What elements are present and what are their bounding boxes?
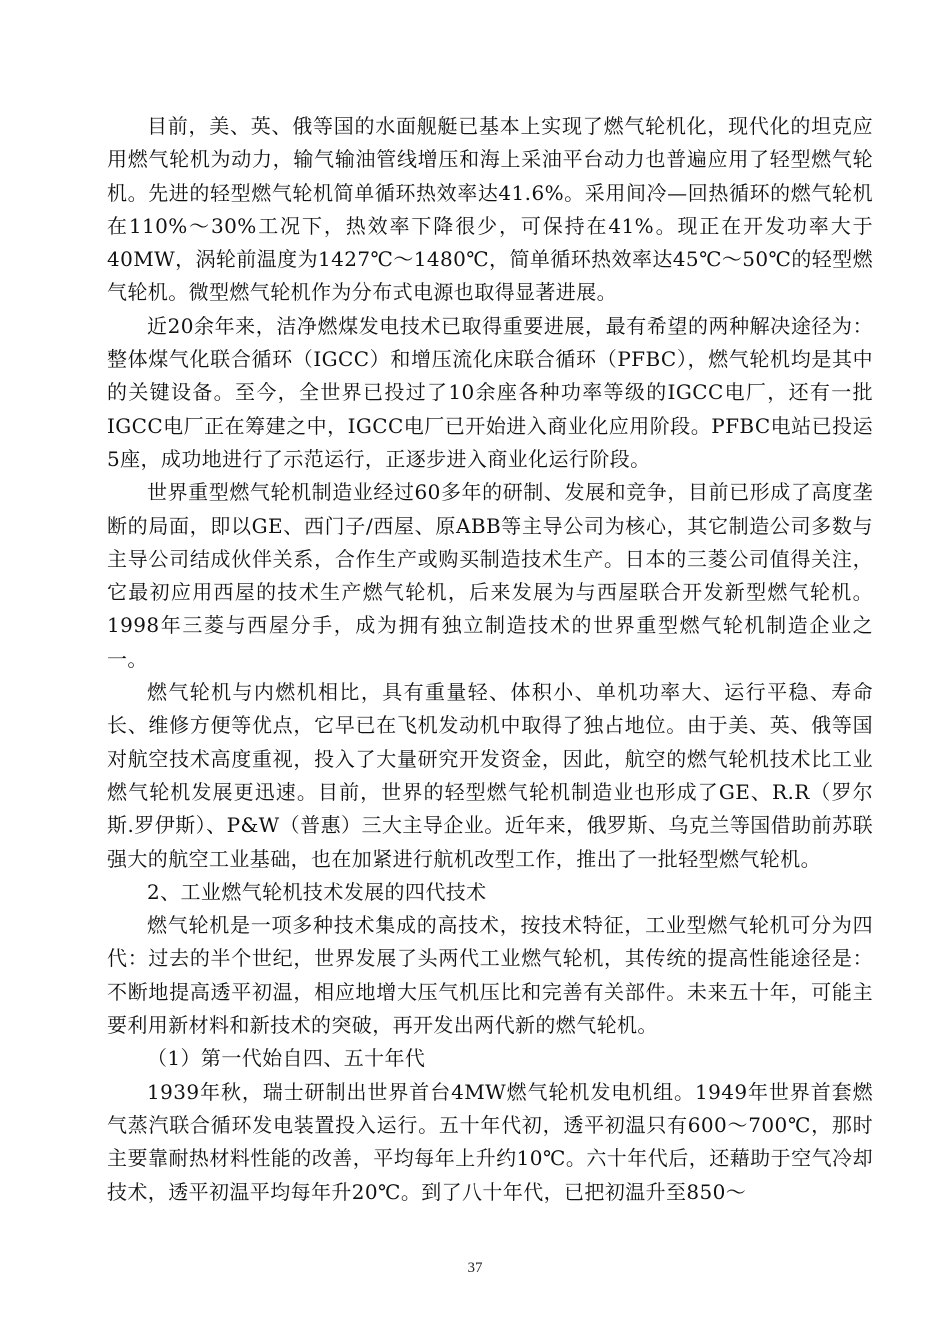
subsection-heading-first-generation: （1）第一代始自四、五十年代 (147, 1046, 426, 1071)
section-heading-four-generations: 2、工业燃气轮机技术发展的四代技术 (147, 879, 487, 904)
paragraph-heavy-duty-manufacturing: 世界重型燃气轮机制造业经过60多年的研制、发展和竞争，目前已形成了高度垄断的局面，即以GE、西门子/西屋、原ABB等主导公司为核心，其它制造公司多数与主导公司结成伙伴关系，合作生产或购买制造技术生产。日本的三菱公司值得关注，它最初应用西屋的技术生产燃气轮机，后来发展为与西屋联合开发新型燃气轮机。1998年三菱与西屋分手，成为拥有独立制造技术的世界重型燃气轮机制造企业之一。 (107, 480, 873, 671)
body-text (107, 110, 873, 1209)
paragraph-aero-derivative: 燃气轮机与内燃机相比，具有重量轻、体积小、单机功率大、运行平稳、寿命长、维修方便等优点，它早已在飞机发动机中取得了独占地位。由于美、英、俄等国对航空技术高度重视，投入了大量研究开发资金，因此，航空的燃气轮机技术比工业燃气轮机发展更迅速。目前，世界的轻型燃气轮机制造业也形成了GE、R.R（罗尔斯.罗伊斯）、P&W（普惠）三大主导企业。近年来，俄罗斯、乌克兰等国借助前苏联强大的航空工业基础，也在加紧进行航机改型工作，推出了一批轻型燃气轮机。 (107, 680, 873, 871)
paragraph-first-generation: 1939年秋，瑞士研制出世界首台4MW燃气轮机发电机组。1949年世界首套燃气蒸汽联合循环发电装置投入运行。五十年代初，透平初温只有600～700℃，那时主要靠耐热材料性能的改善，平均每年上升约10℃。六十年代后，还藉助于空气冷却技术，透平初温平均每年升20℃。到了八十年代，已把初温升至850～ (107, 1079, 873, 1204)
paragraph-naval-gas-turbines: 目前，美、英、俄等国的水面舰艇已基本上实现了燃气轮机化，现代化的坦克应用燃气轮机为动力，输气输油管线增压和海上采油平台动力也普遍应用了轻型燃气轮机。先进的轻型燃气轮机简单循环热效率达41.6%。采用间冷—回热循环的燃气轮机在110%～30%工况下，热效率下降很少，可保持在41%。现正在开发功率大于40MW，涡轮前温度为1427℃～1480℃，简单循环热效率达45℃～50℃的轻型燃气轮机。微型燃气轮机作为分布式电源也取得显著进展。 (107, 114, 873, 305)
paragraph-four-generations: 燃气轮机是一项多种技术集成的高技术，按技术特征，工业型燃气轮机可分为四代：过去的半个世纪，世界发展了头两代工业燃气轮机，其传统的提高性能途径是：不断地提高透平初温，相应地增大压气机压比和完善有关部件。未来五十年，可能主要利用新材料和新技术的突破，再开发出两代新的燃气轮机。 (107, 913, 873, 1038)
page-number: 37 (467, 1260, 483, 1276)
paragraph-clean-coal-power: 近20余年来，洁净燃煤发电技术已取得重要进展，最有希望的两种解决途径为：整体煤气化联合循环（IGCC）和增压流化床联合循环（PFBC），燃气轮机均是其中的关键设备。至今，全世界已投过了10余座各种功率等级的IGCC电厂，还有一批IGCC电厂正在筹建之中，IGCC电厂已开始进入商业化应用阶段。PFBC电站已投运5座，成功地进行了示范运行，正逐步进入商业化运行阶段。 (107, 313, 873, 471)
